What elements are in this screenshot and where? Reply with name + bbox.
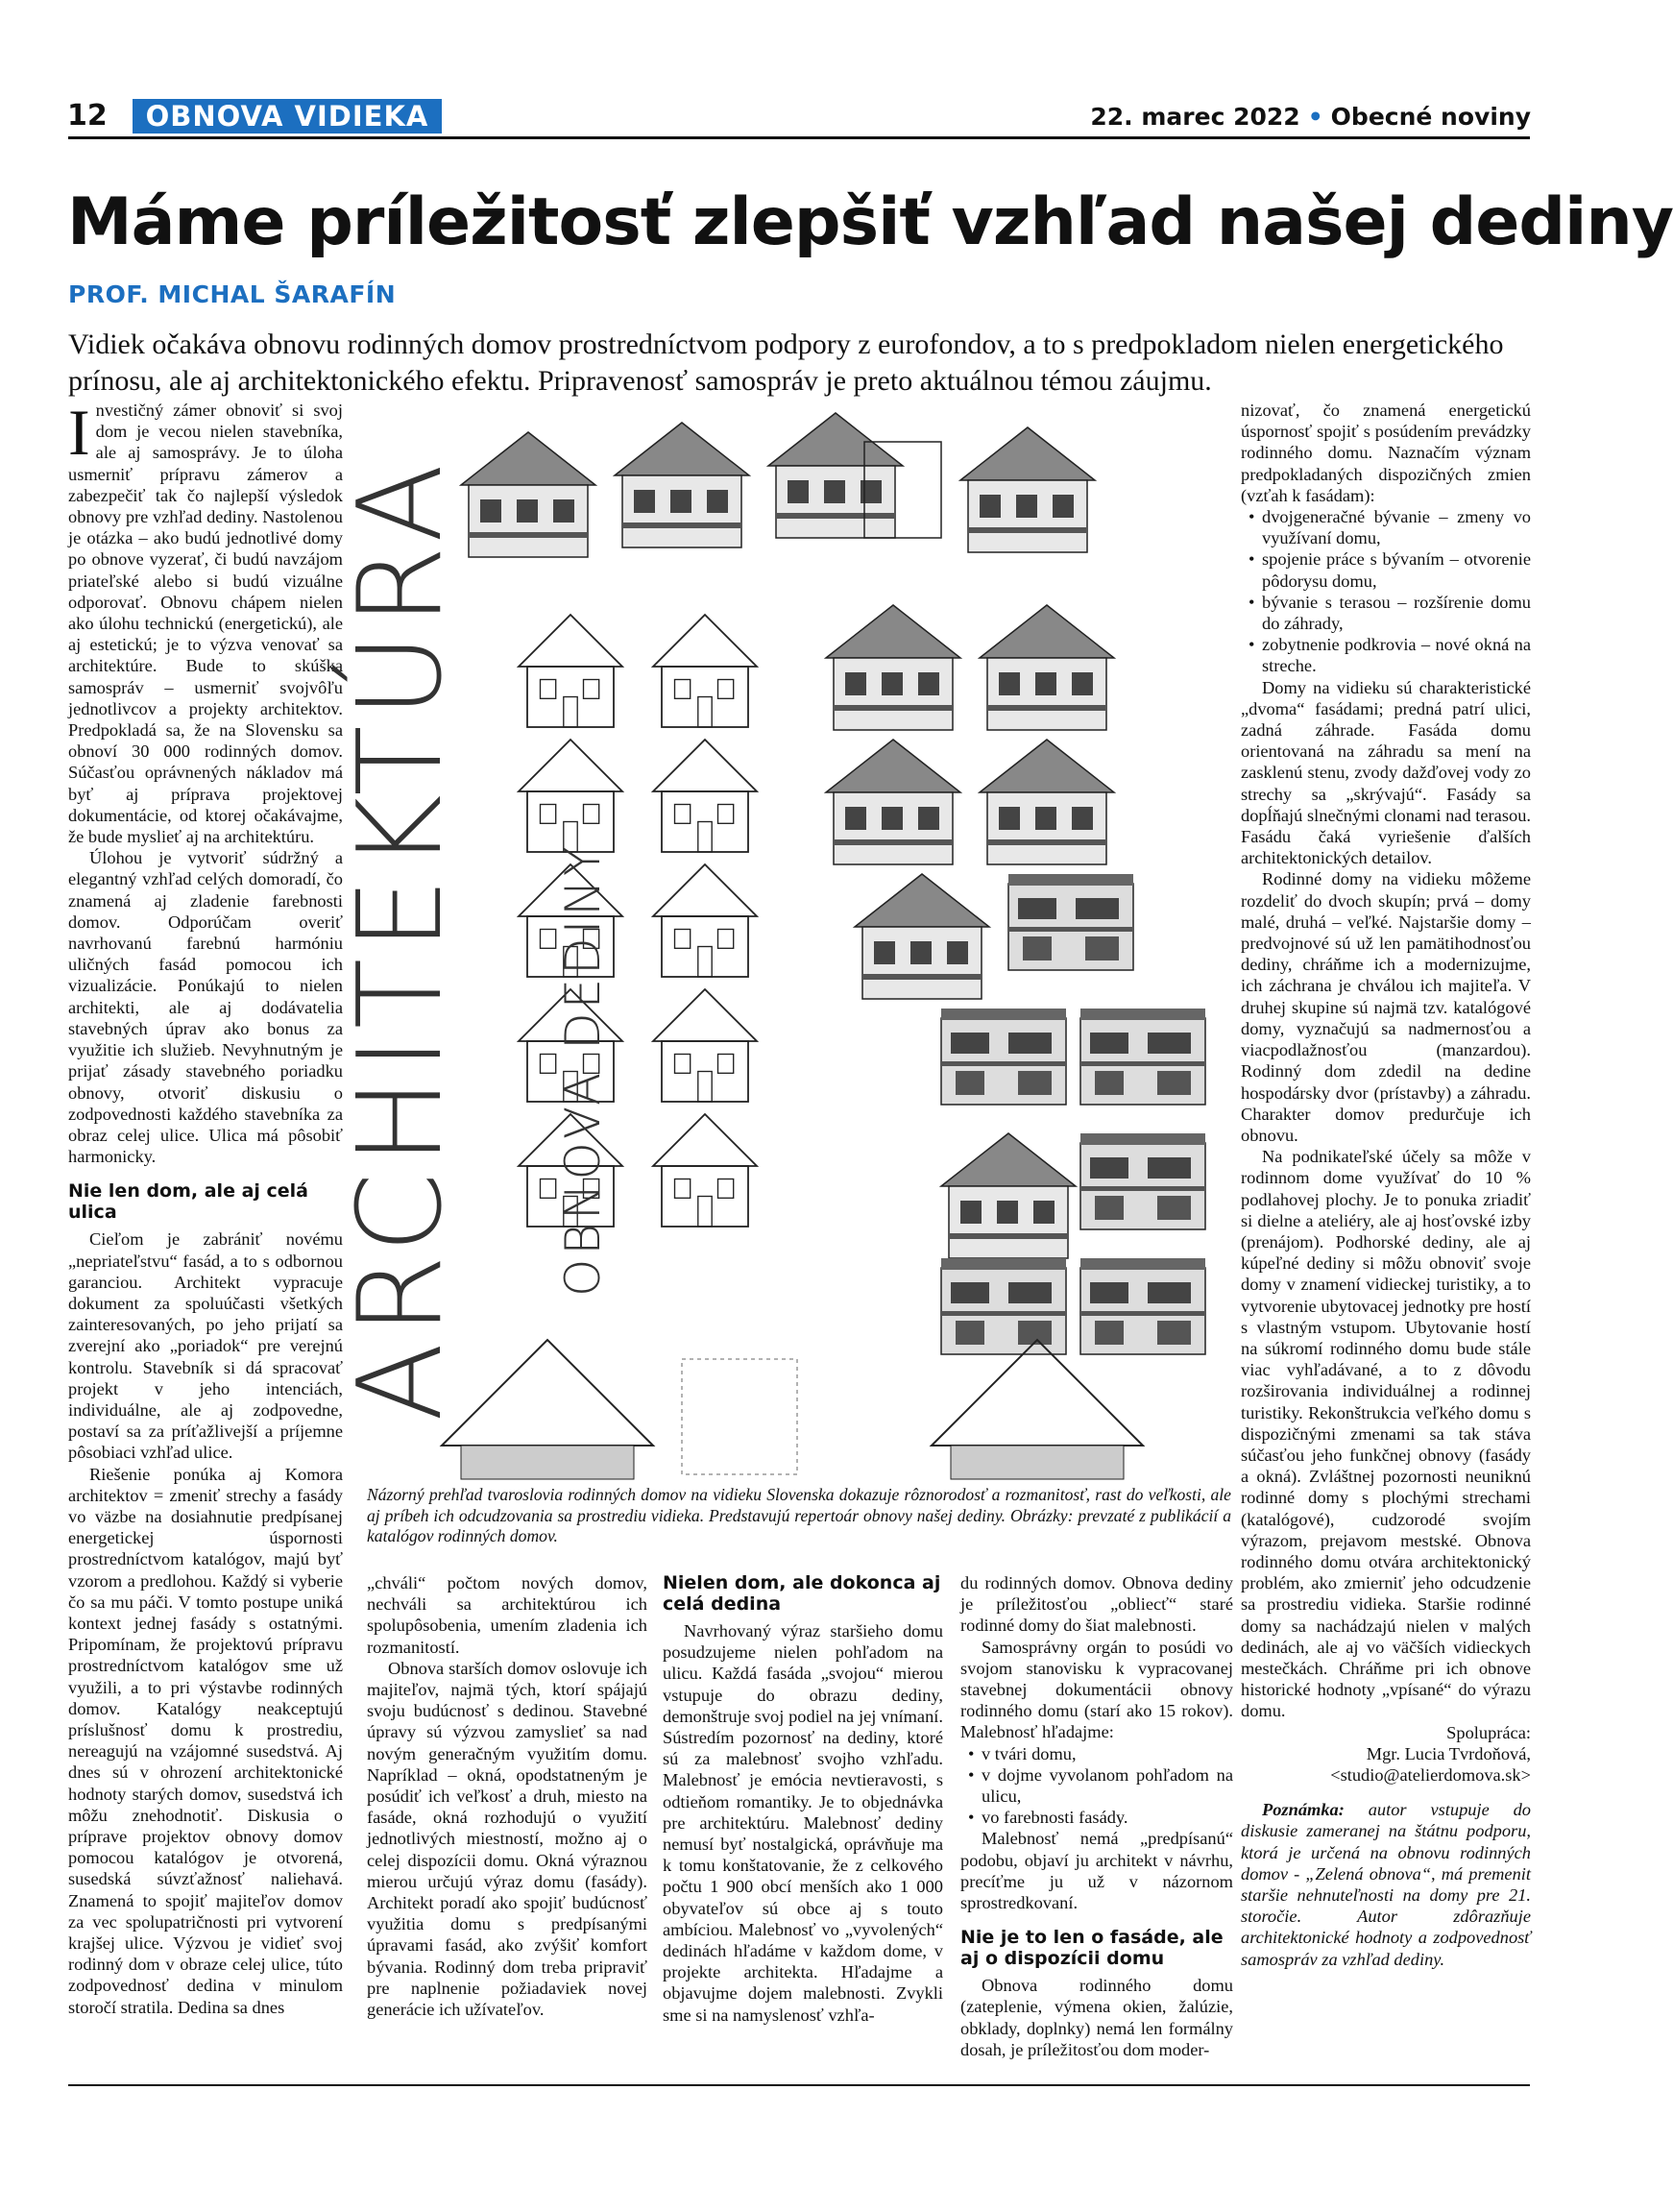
article-lead: Vidiek očakáva obnovu rodinných domov prostredníctvom podpory z eurofondov, a to s predpokladom nielen energetického prínosu, ale aj architektonického efektu. Pripravenosť samospráv je preto aktuálnou témou záujmu. [68,328,1504,397]
article-title: Máme príležitosť zlepšiť vzhľad našej dediny [67,184,1673,260]
column-5 [1241,400,1531,1970]
list-item: • v tvári domu, [982,1743,1233,1764]
paragraph: Malebnosť nemá „predpísanú“ podobu, objaví ju architekt v návrhu, precíťme ju už v názornom sprostredkovaní. [960,1829,1233,1913]
column-3 [663,1572,943,2026]
list-item: • dvojgeneračné bývanie – zmeny vo využívaní domu, [1262,506,1531,548]
paragraph: nizovať, čo znamená energetickú úspornosť spojiť s posúdením prevádzky rodinného domu. Naznačím význam predpokladaných dispozičných zmien (vzťah k fasádam): [1241,401,1531,505]
list-item: • bývanie s terasou – rozšírenie domu do záhrady, [1262,592,1531,634]
list [1241,506,1531,677]
page-number: 12 [67,99,108,133]
column-2 [367,1572,647,2020]
figure-word-obnova: OBNOVA DEDINY [555,842,611,1297]
separator-dot: • [1307,103,1323,131]
paragraph: Samosprávny orgán to posúdi vo svojom stanovisku k vypracovanej stavebnej dokumentácii obnovy rodinného domu (starí ako 15 rokov). Malebnosť hľadajme: [960,1637,1233,1742]
footer-rule [68,2084,1530,2086]
note-text: autor vstupuje do diskusie zameranej na štátnu podporu, ktorá je určená na obnovu rodinných domov - „Zelená obnova“, má premenit staršie nehnuteľnosti na domy pre 21. storočie. Autor zdôrazňuje architektonické hodnoty a zodpovednosť samospráv za vzhľad dediny. [1241,1800,1531,1969]
paragraph: nvestičný zámer obnoviť si svoj dom je vecou nielen stavebníka, ale aj samosprávy. Je to úloha usmerniť prípravu zámerov a zabezpečiť tak čo najlepší výsledok obnovy pre vzhľad dediny. Nastolenou je otázka – ako budú jednotlivé domy po obnove vyzerať, či budú navzájom priateľské alebo si budú vizuálne odporovať. Obnovu chápem nielen ako úlohu technickú (energetickú), ale aj estetickú; je to výzva venovať sa architektúre. Bude to skúška samospráv – usmerniť svojvôľu jednotlivcov a projekty architektov. Predpokladá sa, že na Slovensku sa obnoví 30 000 rodinných domov. Súčasťou oprávnených nákladov má byť aj príprava projektovej dokumentácie, od ktorej očakávajme, že bude myslieť aj na architektúru. [68,401,343,847]
list-item: • v dojme vyvolanom pohľadom na ulicu, [982,1764,1233,1807]
issue-date: 22. marec 2022 [1090,103,1300,131]
paragraph: Riešenie ponúka aj Komora architektov = zmeniť strechy a fasády vo väzbe na dosiahnutie predpísanej energetickej úspornosti prostredníctvom katalógov, majú byť vzorom a predlohou. Každý si vyberie čo sa mu páči. V tomto postupe uniká kontext jednej fasády s ostatnými. Pripomínam, že projektovú prípravu prostredníctvom katalógov sme už využili, a to pri výstavbe rodinných domov. Katalógy neakceptujú príslušnosť domu k prostrediu, nereagujú na vzájomné susedstvá. Aj dnes sú v ohrození architektonické hodnoty starých domov, susedstvá ich môžu znehodnotiť. Diskusia o príprave projektov obnovy domov pomocou katalógov je otvorená, susedská súvzťažnosť naliehavá. Znamená to spojiť majiteľov domov za vec spolupatričnosti pri vytvorení krajšej ulice. Výzvou je vidieť svoj rodinný dom v obraze celej ulice, túto zodpovednosť dedina v minulom storočí stratila. Dedina sa dnes [68,1464,343,2017]
author-note [1241,1799,1531,1970]
house-collage-figure [334,403,1229,1484]
dropcap: I [68,396,90,469]
paragraph: „chváli“ počtom nových domov, nechváli sa architektúrou ich spolupôsobenia, umením zladenia ich rozmanitostí. [367,1573,647,1657]
list-item: • vo farebnosti fasády. [982,1807,1233,1828]
column-4-bottom [960,1572,1233,2060]
section-label: OBNOVA VIDIEKA [133,99,442,134]
paragraph: Rodinné domy na vidieku môžeme rozdeliť do dvoch skupín; prvá – domy malé, druhá – veľké. Najstaršie domy – predvojnové sú už len pamätihodnosťou dediny, chráňme ich a modernizujme, ich záchrana je chválou ich majiteľa. V druhej skupine sú najmä tzv. katalógové domy, vyznačujú sa nadmernosťou a viacpodlažnosťou (manzardou). Rodinný dom zdedil na dedine hospodársky dvor (prístavby) a záhradu. Charakter domov predurčuje ich obnovu. [1241,869,1531,1145]
paragraph: Cieľom je zabrániť novému „nepriateľstvu“ fasád, a to s odbornou garanciou. Architekt vypracuje dokument za spoluúčasti všetkých zainteresovaných, po jeho prijatí sa zverejní ako „poriadok“ pre verejnú kontrolu. Stavebník si dá spracovať projekt v jeho intenciách, individuálne, ale aj zodpovedne, postaví sa za príťažlivejší a príjemne pôsobiaci vzhľad ulice. [68,1229,343,1463]
signature-email: <studio@atelierdomova.sk> [1330,1765,1531,1785]
signature-line: Mgr. Lucia Tvrdoňová, [1366,1743,1531,1763]
subheading: Nie je to len o fasáde, ale aj o dispozícii domu [960,1927,1224,1970]
issue-info [1090,102,1531,133]
paragraph: Úlohou je vytvoriť súdržný a elegantný vzhľad celých domoradí, čo znamená aj zladenie farebnosti domov. Odporúčam overiť navrhovanú farebnú harmóniu uličných fasád pomocou ich vizualizácie. Ponúkajú to nielen architekti, ale aj dodávatelia stavebných úprav ako bonus za využitie ich služieb. Nevyhnutným je prijať zásady stavebného poriadku obnovy, otvoriť diskusiu o zodpovednosti každého stavebníka za obraz celej ulice. Ulica má pôsobiť harmonicky. [68,848,343,1167]
paragraph: Domy na vidieku sú charakteristické „dvoma“ fasádami; predná patrí ulici, zadná záhrade. Fasáda domu orientovaná na záhradu sa mení na zasklenú stenu, zvody dažďovej vody zo strechy sa „skrývajú“. Fasády sa dopĺňajú slnečnými clonami nad terasou. Fasádu čaká vyriešenie ďalších architektonických detailov. [1241,677,1531,868]
signature-line: Spolupráca: [1446,1722,1531,1742]
list-item: • zobytnenie podkrovia – nové okná na streche. [1262,634,1531,676]
subheading: Nie len dom, ale aj celá ulica [68,1180,309,1224]
list [960,1743,1233,1829]
paragraph: Obnova rodinného domu (zateplenie, výmena okien, žalúzie, obklady, doplnky) nemá len formálny dosah, je príležitosťou dom moder- [960,1976,1233,2059]
figure-word-architektura: ARCHITEKTÚRA [334,455,468,1422]
note-label: Poznámka: [1262,1800,1345,1820]
list-item: • spojenie práce s bývaním – otvorenie pôdorysu domu, [1262,548,1531,591]
article-author: PROF. MICHAL ŠARAFÍN [68,280,397,308]
subheading: Nielen dom, ale dokonca aj celá dedina [663,1572,941,1615]
header-rule [68,136,1530,139]
paragraph: Obnova starších domov oslovuje ich majiteľov, najmä tých, ktorí spájajú svoju budúcnosť s dedinou. Stavebné úpravy sú výzvou zamyslieť sa nad novým generačným využitím domu. Napríklad – okná, opodstatneným je posúdiť ich veľkosť a druh, miesto na fasáde, okná rozhodujú o využití jednotlivých miestností, možno aj o celej dispozícii domu. Okná výraznou mierou určujú výraz domu (fasády). Architekt poradí ako spojiť budúcnosť využitia domu s predpísanými úpravami fasád, ako zvýšiť komfort bývania. Rodinný dom treba pripraviť pre naplnenie požiadaviek novej generácie ich užívateľov. [367,1658,647,2020]
figure-caption: Názorný prehľad tvaroslovia rodinných domov na vidieku Slovenska dokazuje rôznorodosť a rozmanitosť, rast do veľkosti, ale aj príbeh ich odcudzovania sa prostrediu vidieka. Predstavujú repertoár obnovy našej dediny. Obrázky: prevzaté z publikácií a katalógov rodinných domov. [367,1485,1231,1546]
paragraph: Navrhovaný výraz staršieho domu posudzujeme nielen pohľadom na ulicu. Každá fasáda „svojou“ mierou vstupuje do obrazu dediny, demonštruje svoj podiel na jej vnímaní. Sústredím pozornosť na dediny, ktoré sú za malebnosť svojho vzhľadu. Malebnosť je emócia nevtieravosti, s odtieňom romantiky. Je to objednávka pre architektúru. Malebnosť dediny nemusí byť nostalgická, oprávňuje ma k tomu konštatovanie, že z celkového počtu 1 900 obcí menších ako 1 000 obyvateľov sú obce aj s touto ambíciou. Malebnosť vo „vyvolených“ dedinách hľadáme v každom dome, v projekte architekta. Hľadajme a objavujme dojem malebnosti. Zvykli sme si na namyslenosť vzhľa- [663,1621,943,2025]
paragraph: du rodinných domov. Obnova dediny je príležitosťou „obliecť“ staré rodinné domy do šiat malebnosti. [960,1573,1233,1636]
column-1 [68,396,343,2018]
paragraph: Na podnikateľské účely sa môže v rodinnom dome využívať do 10 % podlahovej plochy. Je to ponuka zriadiť si dielne a ateliéry, ale aj hosťovské izby (prenájom). Podhorské dediny, ale aj kúpeľné dediny si môžu obnoviť svoje domy v znamení vidieckej turistiky, a to vytvorenie ubytovacej jednotky pre hostí s vlastným vstupom. Ubytovanie hostí na súkromí rodinného domu bude stále viac vyhľadávané, a to z dôvodu rozširovania individuálnej a rodinnej turistiky. Rekonštrukcia veľkého domu s dispozičnými zmenami sa tak stáva súčasťou jeho funkčnej obnovy (fasády a okná). Zvláštnej pozornosti neuniknú rodinné domy s plochými strechami (katalógové), cudzorodé svojím výrazom, prejavom mestské. Obnova rodinného domu otvára architektonický problém, ako zmierniť jeho odcudzenie sa prostrediu vidieka. Staršie rodinné domy sa nachádzajú nielen v malých dedinách, ale aj vo väčších vidieckych mestečkách. Chráňme pri ich obnove historické hodnoty „vpísané“ do výrazu domu. [1241,1147,1531,1721]
paper-name: Obecné noviny [1330,103,1531,131]
